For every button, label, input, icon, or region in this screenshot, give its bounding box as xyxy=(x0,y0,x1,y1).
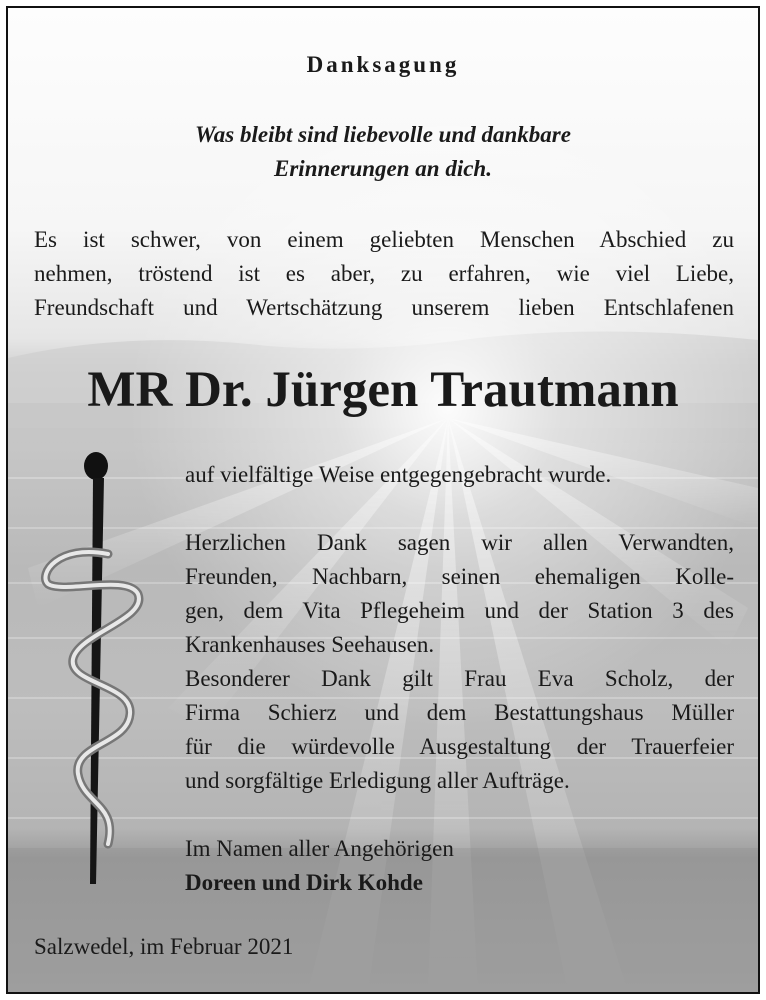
thanks-line: Krankenhauses Seehausen. xyxy=(185,632,435,657)
continuation-line: auf vielfältige Weise entgegengebracht wurde. xyxy=(185,462,612,487)
thanks-section xyxy=(185,458,734,900)
staff-of-asclepius-icon xyxy=(38,444,148,894)
obituary-notice xyxy=(6,6,760,994)
thanks-line: gen, dem Vita Pflegeheim und der Station 3 des xyxy=(185,598,734,623)
motto xyxy=(8,118,758,186)
thanks-line: Herzlichen Dank sagen wir allen Verwandten, xyxy=(185,530,734,555)
thanks-line: Firma Schierz und dem Bestattungshaus Müller xyxy=(185,700,734,725)
intro-line: Es ist schwer, von einem geliebten Menschen Abschied zu xyxy=(34,227,734,252)
signoff: Im Namen aller Angehörigen xyxy=(185,836,454,861)
intro-paragraph xyxy=(34,223,734,325)
thanks-line: Besonderer Dank gilt Frau Eva Scholz, der xyxy=(185,666,734,691)
intro-line: Freundschaft und Wertschätzung unserem lieben Entschlafenen xyxy=(34,295,734,320)
intro-line: nehmen, tröstend ist es aber, zu erfahren, wie viel Liebe, xyxy=(34,261,734,286)
thanks-line: und sorgfältige Erledigung aller Aufträge. xyxy=(185,768,570,793)
signers: Doreen und Dirk Kohde xyxy=(185,870,423,895)
thanks-line: Freunden, Nachbarn, seinen ehemaligen Kolle- xyxy=(185,564,734,589)
deceased-name: MR Dr. Jürgen Trautmann xyxy=(87,362,679,418)
heading: Danksagung xyxy=(306,52,460,77)
motto-line: Was bleibt sind liebevolle und dankbare xyxy=(195,122,571,147)
thanks-line: für die würdevolle Ausgestaltung der Trauerfeier xyxy=(185,734,734,759)
motto-line: Erinnerungen an dich. xyxy=(274,156,492,181)
place-date: Salzwedel, im Februar 2021 xyxy=(34,934,294,959)
